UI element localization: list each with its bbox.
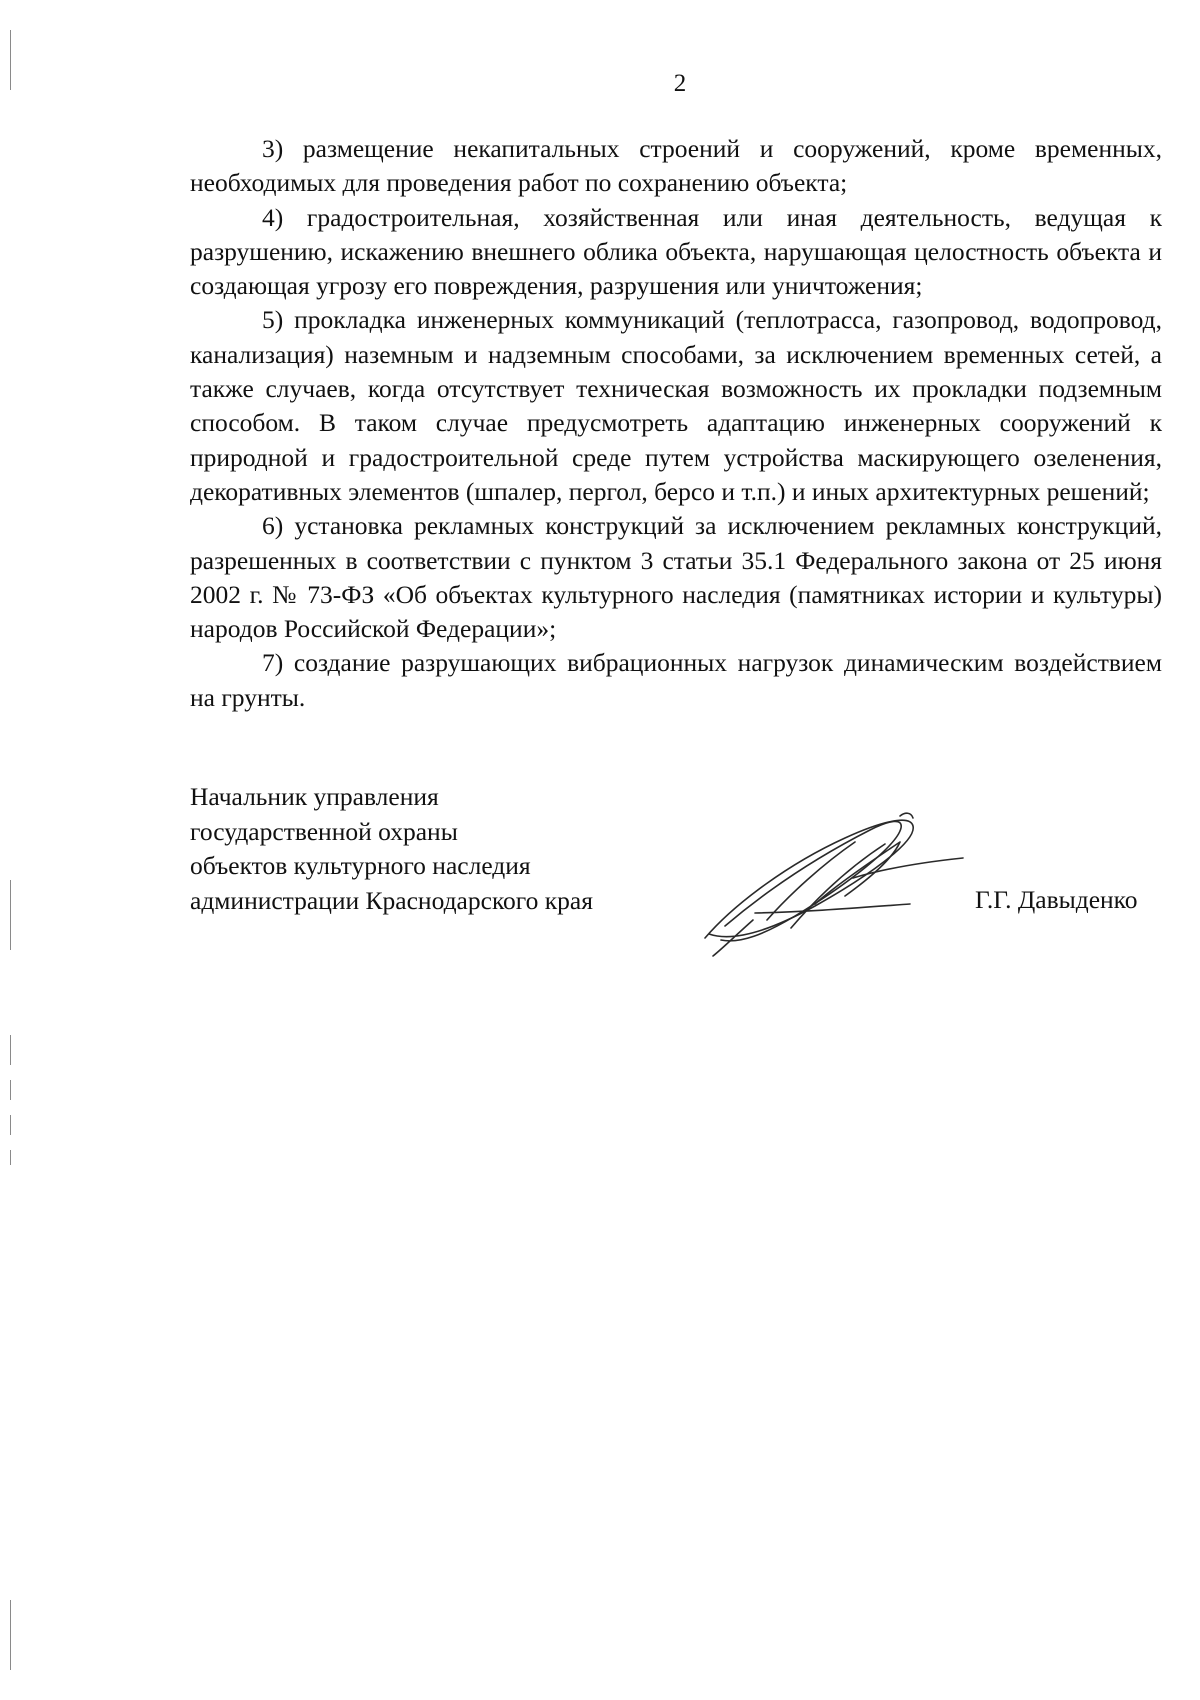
signatory-title (190, 780, 593, 918)
paragraph-item-4: 4) градостроительная, хозяйственная или иная деятельность, ведущая к разрушению, искажению внешнего облика объекта, нарушающая целостность объекта и создающая угрозу его повреждения, разрушения или уничтожения; (190, 202, 1162, 301)
scan-edge-mark (10, 1600, 11, 1670)
scan-edge-mark (10, 1035, 11, 1065)
signatory-title-line: Начальник управления (190, 782, 439, 811)
paragraph-item-7: 7) создание разрушающих вибрационных нагрузок динамическим воздействием на грунты. (190, 648, 1162, 712)
signatory-name: Г.Г. Давыденко (975, 885, 1138, 914)
scan-edge-mark (10, 1115, 11, 1135)
page-number: 2 (673, 70, 687, 97)
handwritten-signature (695, 808, 965, 960)
document-body (190, 132, 1162, 715)
signatory-title-line: объектов культурного наследия (190, 851, 531, 880)
paragraph-item-5: 5) прокладка инженерных коммуникаций (теплотрасса, газопровод, водопровод, канализация) наземным и надземным способами, за исключением временных сетей, а также случаев, когда отсутствует техническая возможность их прокладки подземным способом. В таком случае предусмотреть адаптацию инженерных сооружений к природной и градостроительной среде путем устройства маскирующего озеленения, декоративных элементов (шпалер, пергол, берсо и т.п.) и иных архитектурных решений; (190, 305, 1162, 506)
scan-edge-mark (10, 30, 11, 90)
scan-edge-mark (10, 1080, 11, 1100)
scan-edge-mark (10, 880, 11, 950)
signatory-title-line: государственной охраны (190, 816, 458, 846)
paragraph-item-6: 6) установка рекламных конструкций за исключением рекламных конструкций, разрешенных в соответствии с пунктом 3 статьи 35.1 Федерального закона от 25 июня 2002 г. № 73-ФЗ «Об объектах культурного наследия (памятниках истории и культуры) народов Российской Федерации»; (190, 511, 1162, 644)
paragraph-item-3: 3) размещение некапитальных строений и сооружений, кроме временных, необходимых для проведения работ по сохранению объекта; (190, 134, 1162, 198)
scan-edge-mark (10, 1150, 11, 1165)
signatory-title-line: администрации Краснодарского края (190, 885, 593, 915)
